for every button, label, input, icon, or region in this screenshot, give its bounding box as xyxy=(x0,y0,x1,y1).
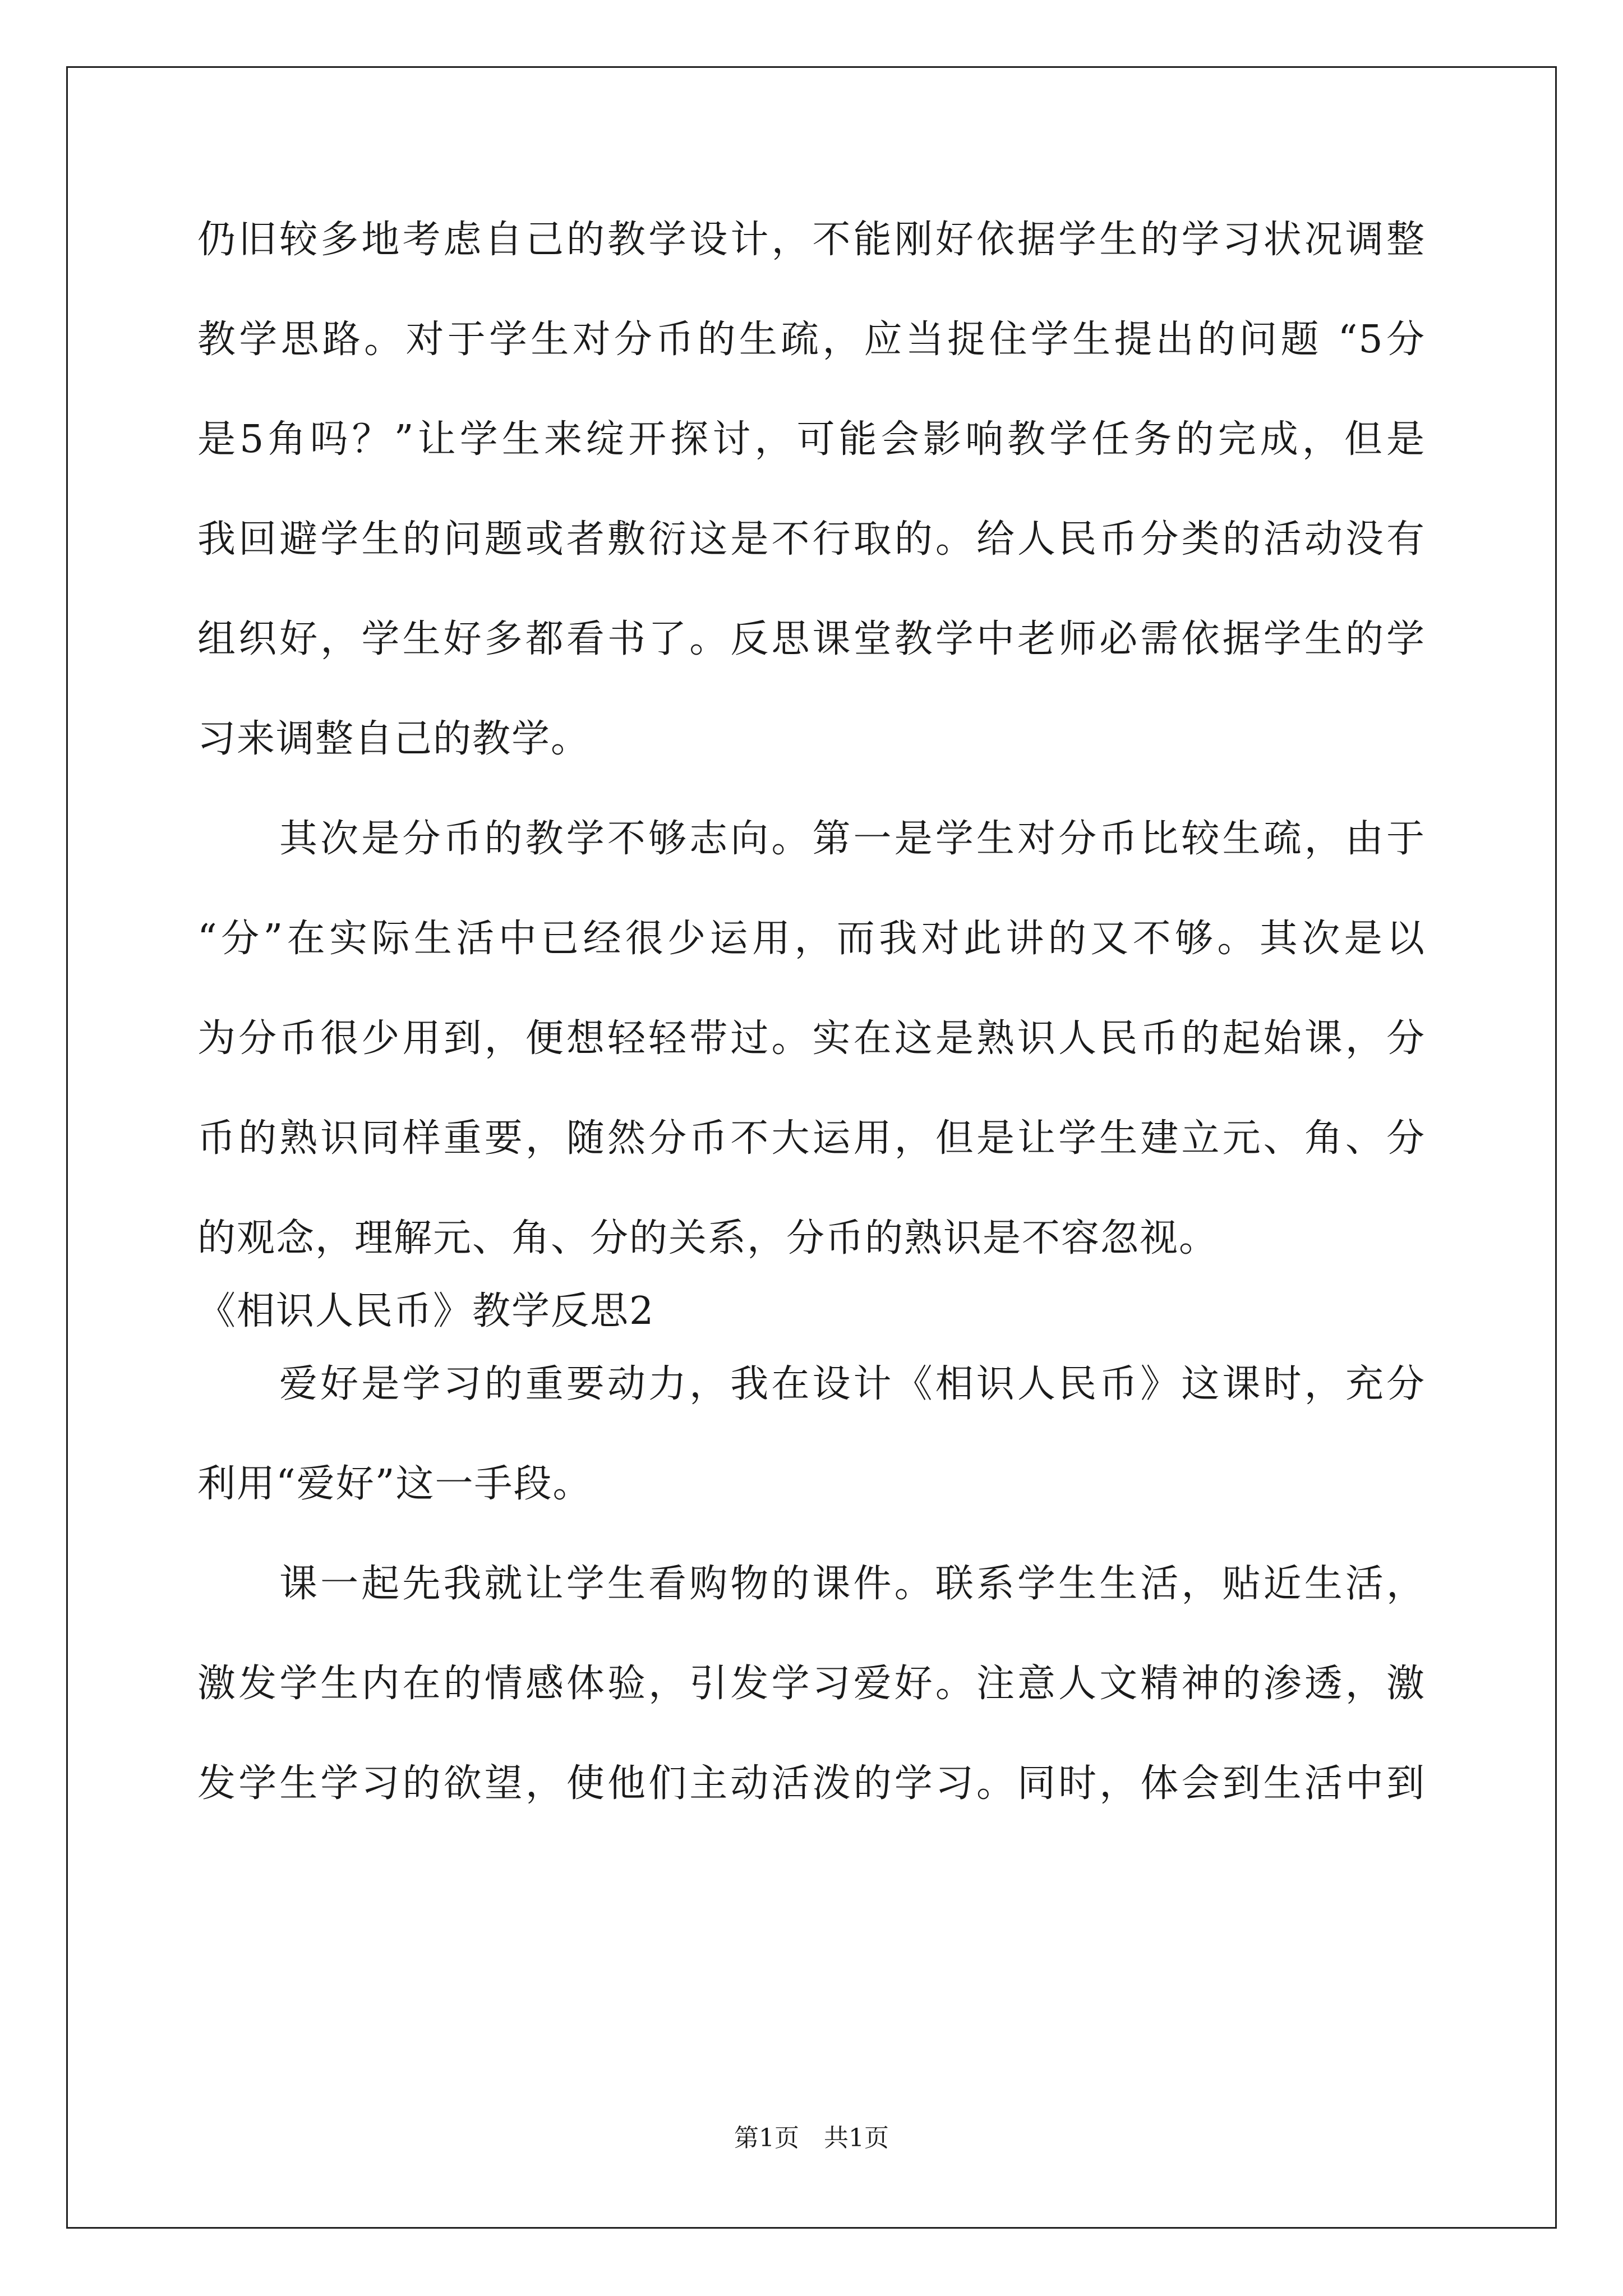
paragraph xyxy=(197,212,1426,811)
paragraph xyxy=(197,1556,1426,1856)
section-heading: 《相识人民币》教学反思2 xyxy=(197,1289,655,1333)
text-line: 习来调整自己的教学。 xyxy=(197,717,591,761)
text-line: 发学生学习的欲望，使他们主动活泼的学习。同时，体会到生活中到 xyxy=(197,1761,1426,1806)
text-line: “分”在实际生活中已经很少运用，而我对此讲的又不够。其次是以 xyxy=(197,917,1426,961)
text-line: 币的熟识同样重要，随然分币不大运用，但是让学生建立元、角、分 xyxy=(197,1116,1426,1161)
text-line: 教学思路。对于学生对分币的生疏，应当捉住学生提出的问题 “5分 xyxy=(197,318,1426,362)
text-line: 其次是分币的教学不够志向。第一是学生对分币比较生疏，由于 xyxy=(279,817,1426,861)
page-number: 第1页 共1页 xyxy=(734,2124,889,2152)
document-body xyxy=(197,212,1426,1856)
text-line: 为分币很少用到，便想轻轻带过。实在这是熟识人民币的起始课，分 xyxy=(197,1016,1426,1061)
text-line: 我回避学生的问题或者敷衍这是不行取的。给人民币分类的活动没有 xyxy=(197,517,1426,562)
text-line: 激发学生内在的情感体验，引发学习爱好。注意人文精神的渗透，激 xyxy=(197,1662,1426,1706)
text-line: 的观念，理解元、角、分的关系，分币的熟识是不容忽视。 xyxy=(197,1216,1219,1260)
text-line: 利用“爱好”这一手段。 xyxy=(197,1462,592,1506)
text-line: 课一起先我就让学生看购物的课件。联系学生生活，贴近生活， xyxy=(279,1562,1426,1606)
paragraph xyxy=(197,1356,1426,1556)
text-line: 爱好是学习的重要动力，我在设计《相识人民币》这课时，充分 xyxy=(279,1362,1426,1406)
text-line: 是5角吗？”让学生来绽开探讨，可能会影响教学任务的完成，但是 xyxy=(197,417,1426,462)
text-line: 组织好，学生好多都看书了。反思课堂教学中老师必需依据学生的学 xyxy=(197,617,1426,661)
paragraph xyxy=(197,811,1426,1283)
text-line: 仍旧较多地考虑自己的教学设计，不能刚好依据学生的学习状况调整 xyxy=(197,218,1426,262)
